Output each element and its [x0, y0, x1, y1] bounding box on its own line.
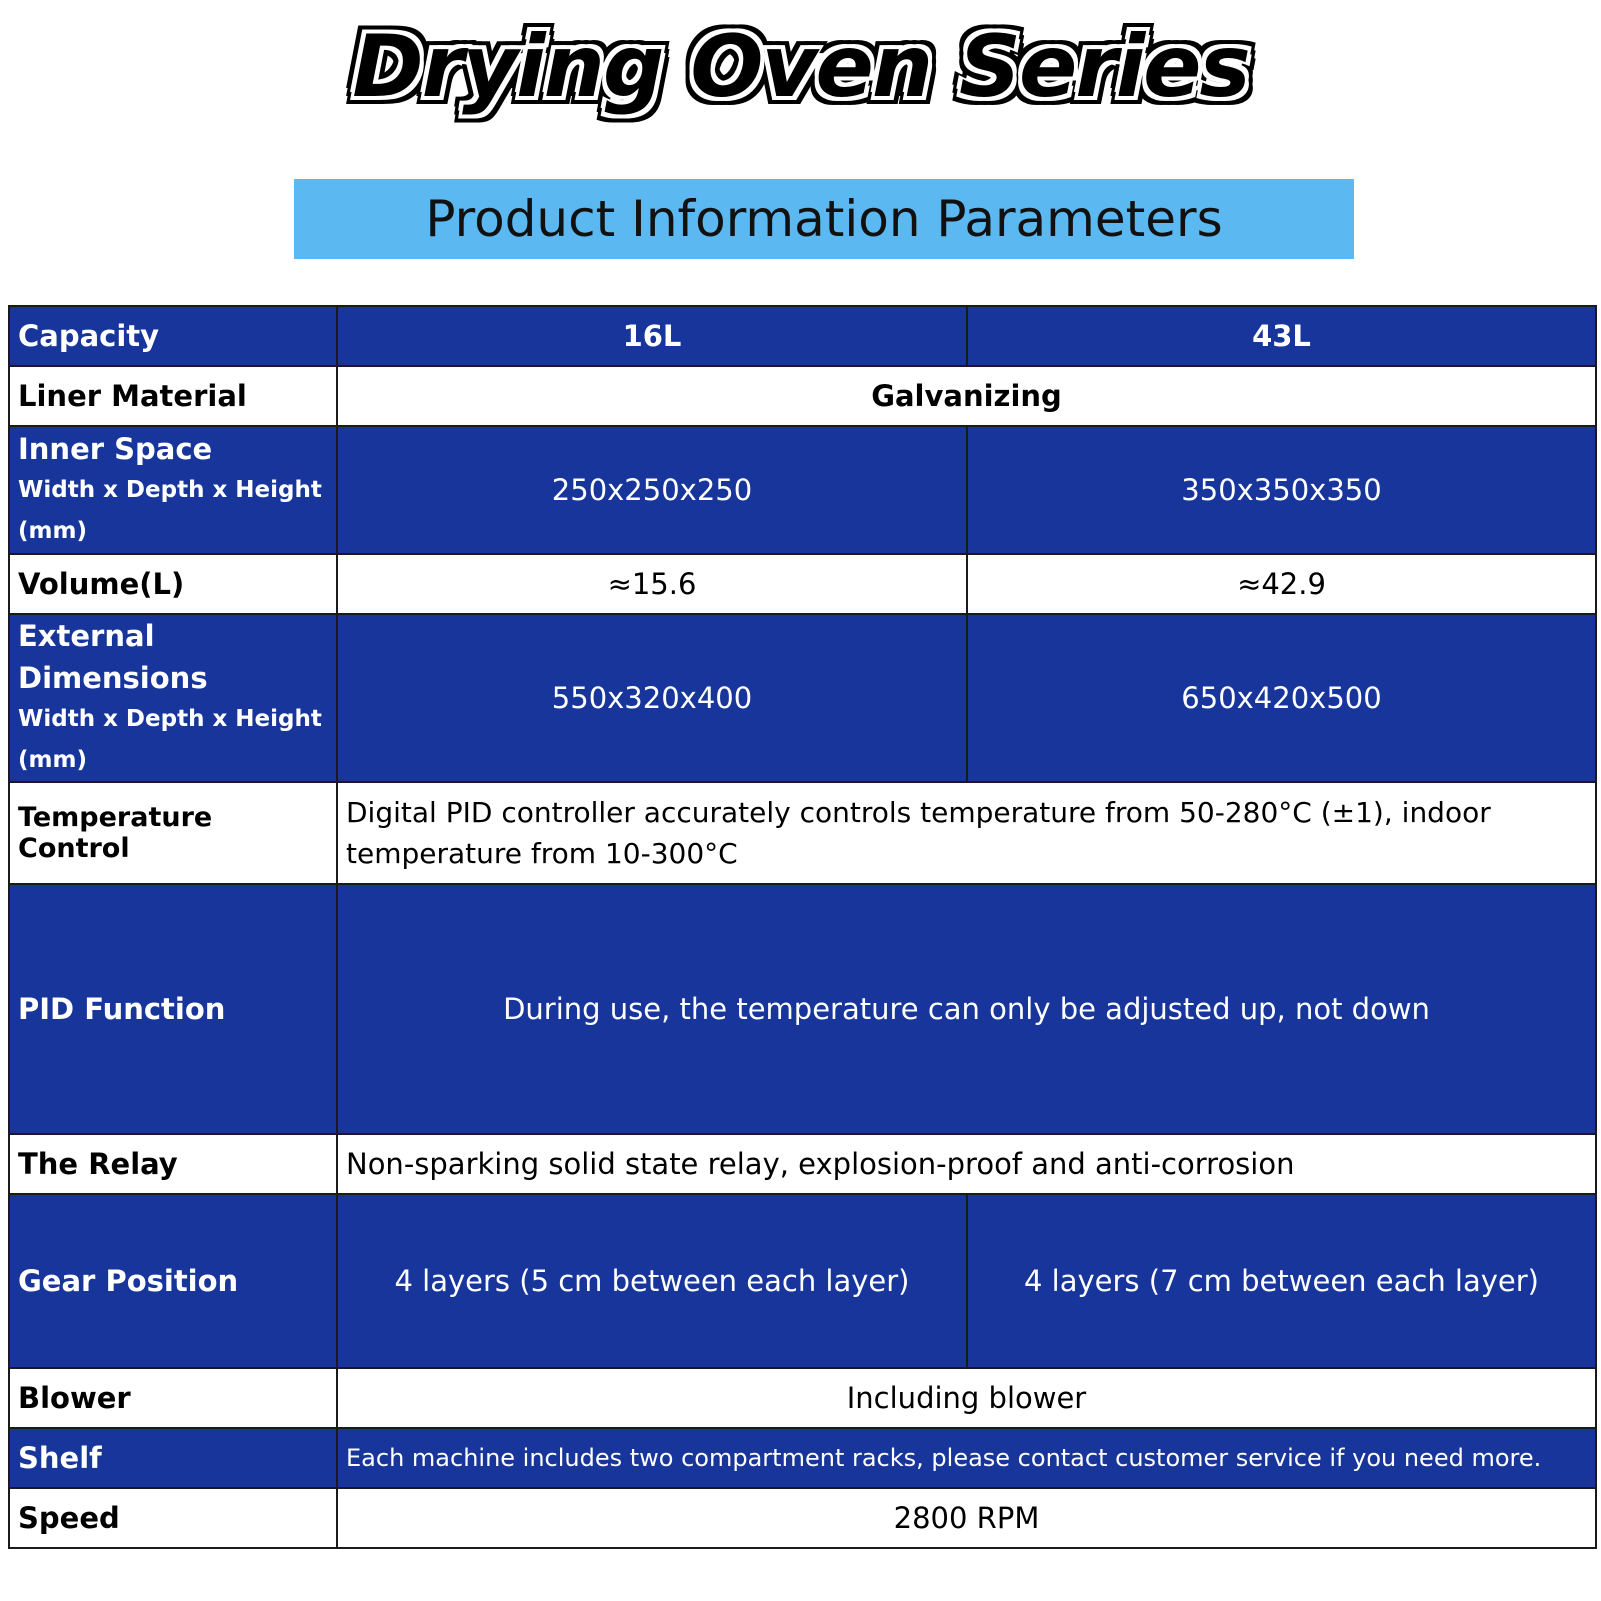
section-banner: Product Information Parameters [294, 179, 1354, 259]
row-label-liner: Liner Material [9, 366, 337, 426]
table-row [9, 1194, 1596, 1368]
capacity-43l: 43L [967, 306, 1596, 366]
capacity-16l: 16L [337, 306, 967, 366]
gear-16l: 4 layers (5 cm between each layer) [337, 1194, 967, 1368]
inner-space-sub1: Width x Depth x Height [18, 477, 322, 503]
liner-value: Galvanizing [337, 366, 1596, 426]
inner-space-16l: 250x250x250 [337, 426, 967, 554]
external-43l: 650x420x500 [967, 614, 1596, 782]
table-row [9, 366, 1596, 426]
external-sub2: (mm) [18, 747, 87, 773]
row-label-temperature: Temperature Control [9, 782, 337, 884]
row-label-inner-space [9, 426, 337, 554]
row-label-gear: Gear Position [9, 1194, 337, 1368]
table-row [9, 554, 1596, 614]
table-row [9, 1134, 1596, 1194]
external-label: External Dimensions [18, 619, 208, 695]
relay-value: Non-sparking solid state relay, explosion-proof and anti-corrosion [337, 1134, 1596, 1194]
row-label-blower: Blower [9, 1368, 337, 1428]
table-row [9, 426, 1596, 554]
row-label-relay: The Relay [9, 1134, 337, 1194]
table-row [9, 782, 1596, 884]
table-row [9, 884, 1596, 1134]
row-label-speed: Speed [9, 1488, 337, 1548]
table-row [9, 1428, 1596, 1488]
external-16l: 550x320x400 [337, 614, 967, 782]
row-label-volume: Volume(L) [9, 554, 337, 614]
external-sub1: Width x Depth x Height [18, 706, 322, 732]
inner-space-label: Inner Space [18, 432, 213, 466]
volume-43l: ≈42.9 [967, 554, 1596, 614]
gear-43l: 4 layers (7 cm between each layer) [967, 1194, 1596, 1368]
speed-value: 2800 RPM [337, 1488, 1596, 1548]
table-row [9, 614, 1596, 782]
temperature-value: Digital PID controller accurately controls temperature from 50-280°C (±1), indoor temperature from 10-300°C [337, 782, 1596, 884]
table-row [9, 1368, 1596, 1428]
inner-space-sub2: (mm) [18, 518, 87, 544]
row-label-capacity: Capacity [9, 306, 337, 366]
table-row [9, 1488, 1596, 1548]
spec-table [8, 305, 1597, 1549]
row-label-pid: PID Function [9, 884, 337, 1134]
shelf-value: Each machine includes two compartment racks, please contact customer service if you need more. [337, 1428, 1596, 1488]
row-label-external [9, 614, 337, 782]
row-label-shelf: Shelf [9, 1428, 337, 1488]
volume-16l: ≈15.6 [337, 554, 967, 614]
blower-value: Including blower [337, 1368, 1596, 1428]
page-title: Drying Oven Series [352, 17, 1249, 117]
table-row [9, 306, 1596, 366]
pid-value: During use, the temperature can only be adjusted up, not down [337, 884, 1596, 1134]
inner-space-43l: 350x350x350 [967, 426, 1596, 554]
